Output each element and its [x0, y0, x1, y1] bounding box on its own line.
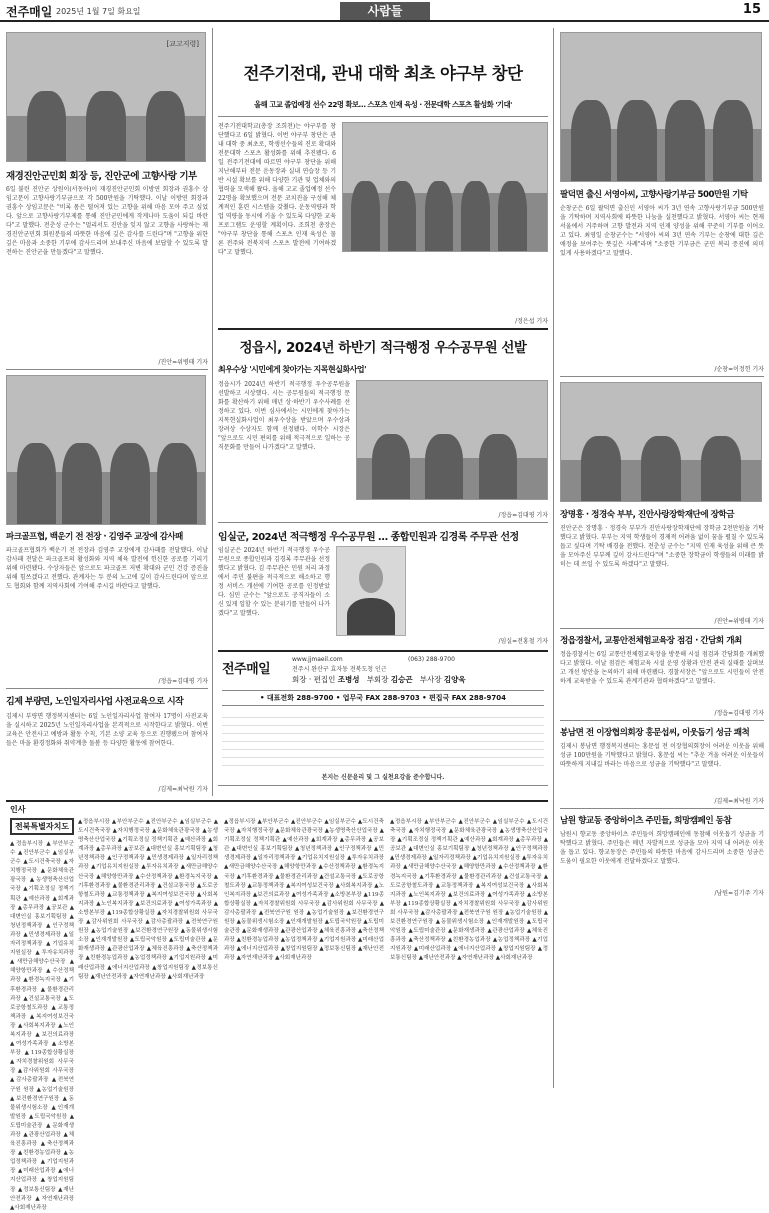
greeting-col-0: ▲정읍부시장 ▲부안부군수 ▲진안부군수 ▲임실부군수 ▲도시건축국장 ▲자치행정국장 ▲문화체육관광국장 ▲농생명축산산업국장 ▲기획조정실 정책기획관 ▲예산과장 ▲회계과장 ▲총무과장 ▲공보관 ▲대변인실 홍보기획팀장 ▲청년정책과장 ▲인구정책과장 ▲민생경제과장 ▲일자리정책과장 ▲기업유치지원실장 ▲투자유치과장 ▲새만금해양수산국장 ▲해양항만과장 ▲수산정책과장 ▲환경녹지국장 ▲기후환경과장 ▲물환경관리과장 ▲건설교통국장 ▲도로공항철도과장 ▲교통정책과장 ▲복지여성보건국장 ▲사회복지과장 ▲노인복지과장 ▲보건의료과장 ▲여성가족과장 ▲소방본부장 ▲119종합상황실장 ▲자치경찰위원회 사무국장 ▲감사위원회 사무국장 ▲감사총괄과장 ▲전북연구원 원장 ▲농업기술원장 ▲보건환경연구원장 ▲동물위생시험소장 ▲인재개발원장 ▲도립국악원장 ▲도립미술관장 ▲문화재생과장 ▲관광산업과장 ▲체육진흥과장 ▲축산정책과장 ▲친환경농업과장 ▲농업정책과장 ▲기업지원과장 ▲미래산업과장 ▲에너지산업과장 ▲창업지원팀장 ▲정보통신팀장 ▲재난안전과장 ▲자연재난과장 ▲사회재난과장	[10, 841, 74, 1211]
staff-notice: 본지는 신문윤리 및 그 실천요강을 준수합니다.	[321, 774, 445, 781]
staff-roles: 회장 · 편집인 조병성 부회장 김승곤 부사장 김양욱	[292, 675, 466, 684]
right3-byline: /정읍=김대평 기자	[714, 710, 764, 717]
left2-byline: /정읍=김대평 기자	[158, 678, 208, 685]
staff-directory	[222, 710, 544, 766]
right2-byline: /진안=위병태 기자	[714, 618, 764, 625]
center1-headline: 전주기전대, 관내 대학 최초 야구부 창단	[243, 64, 523, 83]
center2-kicker: 최우수상 '시민에게 찾아가는 지목현실화사업'	[218, 365, 367, 374]
right2-photo	[560, 382, 762, 502]
staff-site: www.jjmaeil.com	[292, 656, 343, 663]
center1-photo	[342, 122, 548, 252]
page-number: 15	[742, 2, 761, 17]
right1-headline: 팔덕면 출신 서영아씨, 고향사랑기부금 500만원 기탁	[560, 190, 748, 200]
issue-date: 2025년 1월 7일 화요일	[56, 7, 141, 16]
center2-byline: /정읍=김대평 기자	[498, 512, 548, 519]
right5-byline: /남원=김기주 기자	[714, 890, 764, 897]
left1-headline: 재경진안군민회 회장 등, 진안군에 고향사랑 기부	[6, 171, 197, 182]
left3-body: 김제시 부량면 행정복지센터는 6일 노인일자리사업 참여자 17명이 사전교육을 실시하고 2025년 노인일자리사업을 본격적으로 시작한다고 밝혔다. 이번 교육은 안전사고 예방과 활동 수칙, 기본 소양 교육 등으로 진행됐으며 참여자들은 마을 환경정화와 취약계층 돌봄 등 다양한 활동에 참여한다.	[6, 713, 208, 747]
greeting-tag: 전북특별자치도	[10, 818, 74, 835]
paper-name: 전주매일	[6, 5, 53, 19]
right3-body: 정읍경찰서는 6일 교통안전체험교육장을 방문해 시설 점검과 간담회를 개최했다고 밝혔다. 이날 점검은 체험교육 시설 운영 상황과 안전 관리 실태를 살펴보고 개선 방안을 논의하기 위해 마련됐다. 경찰서장은 "앞으로도 시민들이 안전하게 교육받을 수 있도록 관계기관과 협력하겠다"고 말했다.	[560, 651, 764, 685]
masthead	[0, 0, 769, 22]
center3-body: 임실군은 2024년 하반기 적극행정 우수공무원으로 종합민원과 김경록 주무관을 선정했다고 밝혔다. 김 주무관은 민원 처리 과정에서 주민 불편을 적극적으로 해소하고 행정 서비스 개선에 기여한 공로를 인정받았다. 심민 군수는 "앞으로도 공직자들이 소신 있게 일할 수 있는 분위기를 만들어 나가겠다"고 말했다.	[218, 547, 330, 617]
left2-headline: 파크골프협, 백운기 전 전장 · 김영주 교장에 감사패	[6, 532, 183, 542]
greeting-body: ▲정읍부시장 ▲부안부군수 ▲진안부군수 ▲임실부군수 ▲도시건축국장 ▲자치행정국장 ▲문화체육관광국장 ▲농생명축산산업국장 ▲기획조정실 정책기획관 ▲예산과장 ▲회계과장 ▲총무과장 ▲공보관 ▲대변인실 홍보기획팀장 ▲청년정책과장 ▲인구정책과장 ▲민생경제과장 ▲일자리정책과장 ▲기업유치지원실장 ▲투자유치과장 ▲새만금해양수산국장 ▲해양항만과장 ▲수산정책과장 ▲환경녹지국장 ▲기후환경과장 ▲물환경관리과장 ▲건설교통국장 ▲도로공항철도과장 ▲교통정책과장 ▲복지여성보건국장 ▲사회복지과장 ▲노인복지과장 ▲보건의료과장 ▲여성가족과장 ▲소방본부장 ▲119종합상황실장 ▲자치경찰위원회 사무국장 ▲감사위원회 사무국장 ▲감사총괄과장 ▲전북연구원 원장 ▲농업기술원장 ▲보건환경연구원장 ▲동물위생시험소장 ▲인재개발원장 ▲도립국악원장 ▲도립미술관장 ▲문화재생과장 ▲관광산업과장 ▲체육진흥과장 ▲축산정책과장 ▲친환경농업과장 ▲농업정책과장 ▲기업지원과장 ▲미래산업과장 ▲에너지산업과장 ▲창업지원팀장 ▲정보통신팀장 ▲재난안전과장 ▲자연재난과장 ▲사회재난과장	[78, 819, 218, 980]
right4-headline: 봉남면 전 이장협의회장 홍문섭씨, 이웃돕기 성금 쾌척	[560, 728, 750, 738]
greeting-label: 인사	[10, 805, 26, 814]
left1-photo-caption: [교고지령]	[166, 40, 199, 48]
left2-body: 파크골프협회가 백운기 전 전장과 김영주 교장에게 감사패를 전달했다. 이날 감사패 전달은 파크골프의 활성화와 지역 체육 발전에 헌신한 공로를 기리기 위해 마련됐다. 수상자들은 앞으로도 파크골프 저변 확대와 군민 건강 증진을 위해 힘쓰겠다고 전했다. 관계자는 두 분의 노고에 깊이 감사드린다며 앞으로도 협회와 함께 지역사회에 기여해 주시길 바란다고 말했다.	[6, 547, 208, 590]
greeting-col-2: ▲정읍부시장 ▲부안부군수 ▲진안부군수 ▲임실부군수 ▲도시건축국장 ▲자치행정국장 ▲문화체육관광국장 ▲농생명축산산업국장 ▲기획조정실 정책기획관 ▲예산과장 ▲회계과장 ▲총무과장 ▲공보관 ▲대변인실 홍보기획팀장 ▲청년정책과장 ▲인구정책과장 ▲민생경제과장 ▲일자리정책과장 ▲기업유치지원실장 ▲투자유치과장 ▲새만금해양수산국장 ▲해양항만과장 ▲수산정책과장 ▲환경녹지국장 ▲기후환경과장 ▲물환경관리과장 ▲건설교통국장 ▲도로공항철도과장 ▲교통정책과장 ▲복지여성보건국장 ▲사회복지과장 ▲노인복지과장 ▲보건의료과장 ▲여성가족과장 ▲소방본부장 ▲119종합상황실장 ▲자치경찰위원회 사무국장 ▲감사위원회 사무국장 ▲감사총괄과장 ▲전북연구원 원장 ▲농업기술원장 ▲보건환경연구원장 ▲동물위생시험소장 ▲인재개발원장 ▲도립국악원장 ▲도립미술관장 ▲문화재생과장 ▲관광산업과장 ▲체육진흥과장 ▲축산정책과장 ▲친환경농업과장 ▲농업정책과장 ▲기업지원과장 ▲미래산업과장 ▲에너지산업과장 ▲창업지원팀장 ▲정보통신팀장 ▲재난안전과장 ▲자연재난과장 ▲사회재난과장	[224, 819, 384, 962]
staff-phone: (063) 288-9700	[408, 656, 455, 663]
right5-headline: 남원 향교동 중앙하이츠 주민들, 희망캠페인 동참	[560, 816, 732, 826]
staff-fax: • 대표전화 288-9700 • 업무국 FAX 288-9703 • 편집국 FAX 288-9704	[222, 690, 544, 706]
center2-photo	[356, 380, 548, 500]
left2-photo	[6, 375, 206, 525]
right1-byline: /순창=이정헌 기자	[714, 366, 764, 373]
center3-headline: 임실군, 2024년 적극행정 우수공무원 … 종합민원과 김경록 주무관 선정	[218, 532, 519, 543]
left1-byline: /진안=위병태 기자	[158, 359, 208, 366]
staff-logo: 전주매일	[222, 662, 271, 677]
left1-body: 6일 불린 진안군 상원이(서동아)이 재경진안군민회 이방연 회장과 권흥수 상임고문이 고향사랑기부금으로 각 500만원을 기탁했다. 이날 이방연 회장과 권흥수 상임고문은 "비록 몸은 떨어져 있는 고향을 위해 마음 모아 주고 싶었다. 앞으로 고향사랑기부제를 통해 진안군민에게 작게나마 도움이 되길 바란다"고 말했다. 전춘성 군수는 "멀리서도 진안을 잊지 않고 고향을 사랑하는 재경진안군민회 회원분들의 따뜻한 마음에 깊은 감사를 드린다"며 "고향을 위한 깊은 마음과 소중한 기부에 감사드리며 보내주신 마음에 보답할 수 있도록 발전하는 진안군을 만들겠다"고 말했다.	[6, 186, 208, 256]
staff-box	[218, 650, 548, 786]
right3-headline: 정읍경찰서, 교통안전체험교육장 점검 · 간담회 개최	[560, 636, 742, 646]
staff-address: 전주시 완산구 효자동 전북도청 인근	[292, 666, 387, 673]
greeting-col-3: ▲정읍부시장 ▲부안부군수 ▲진안부군수 ▲임실부군수 ▲도시건축국장 ▲자치행정국장 ▲문화체육관광국장 ▲농생명축산산업국장 ▲기획조정실 정책기획관 ▲예산과장 ▲회계과장 ▲총무과장 ▲공보관 ▲대변인실 홍보기획팀장 ▲청년정책과장 ▲인구정책과장 ▲민생경제과장 ▲일자리정책과장 ▲기업유치지원실장 ▲투자유치과장 ▲새만금해양수산국장 ▲해양항만과장 ▲수산정책과장 ▲환경녹지국장 ▲기후환경과장 ▲물환경관리과장 ▲건설교통국장 ▲도로공항철도과장 ▲교통정책과장 ▲복지여성보건국장 ▲사회복지과장 ▲노인복지과장 ▲보건의료과장 ▲여성가족과장 ▲소방본부장 ▲119종합상황실장 ▲자치경찰위원회 사무국장 ▲감사위원회 사무국장 ▲감사총괄과장 ▲전북연구원 원장 ▲농업기술원장 ▲보건환경연구원장 ▲동물위생시험소장 ▲인재개발원장 ▲도립국악원장 ▲도립미술관장 ▲문화재생과장 ▲관광산업과장 ▲체육진흥과장 ▲축산정책과장 ▲친환경농업과장 ▲농업정책과장 ▲기업지원과장 ▲미래산업과장 ▲에너지산업과장 ▲창업지원팀장 ▲정보통신팀장 ▲재난안전과장 ▲자연재난과장 ▲사회재난과장	[390, 819, 548, 962]
center3-body-2	[412, 546, 548, 616]
right4-byline: /김제=최낙원 기자	[714, 798, 764, 805]
right1-photo	[560, 32, 762, 182]
left3-byline: /김제=최낙원 기자	[158, 786, 208, 793]
center1-subhead: 올해 고교 졸업예정 선수 22명 확보… 스포츠 인재 육성 · 전문대학 스포츠 활성화 '기대'	[254, 100, 512, 109]
center3-byline: /임실=전홍철 기자	[498, 638, 548, 645]
section-title: 사람들	[340, 2, 430, 20]
center1-body: 전주기전대학교(총장 조희천)는 야구부를 창단했다고 6일 밝혔다. 이번 야구부 창단은 관내 대학 중 최초로, 학생선수들의 진로 확대와 전문대학 스포츠 활성화를 위해 추진됐다. 6일 전주기전대에 따르면 야구부 창단을 위해 지난해부터 전문 운동장과 실내 연습장 등 기반 시설 확보를 위해 다양한 기관 및 업체와의 협력을 모색해 왔다. 올해 고교 졸업예정 선수 22명을 확보했으며 전문 코치진을 구성해 체계적인 훈련 시스템을 갖췄다. 운동역량과 학업 역량을 동시에 키울 수 있도록 다양한 교육 프로그램도 운영할 계획이다. 조희천 총장은 "야구부 창단을 통해 스포츠 인재 육성은 물론 전주와 전북지역 스포츠 발전에 기여하겠다"고 말했다.	[218, 123, 336, 256]
right2-body: 진안군은 장명흥 · 정경숙 부부가 진안사랑장학재단에 장학금 2천만원을 기탁했다고 밝혔다. 부부는 지역 학생들이 경제적 어려움 없이 꿈을 펼칠 수 있도록 돕고 싶다며 기탁 배경을 전했다. 전춘성 군수는 "지역 인재 육성을 위해 큰 뜻을 모아주신 부부께 깊이 감사드린다"며 "소중한 장학금이 학생들의 미래를 밝히는 데 쓰일 수 있도록 하겠다"고 말했다.	[560, 525, 764, 568]
right5-body: 남원시 향교동 중앙하이츠 주민들이 희망캠페인에 동참해 이웃돕기 성금을 기탁했다고 밝혔다. 주민들은 매년 자발적으로 성금을 모아 지역 내 어려운 이웃을 돕고 있다. 향교동장은 주민들의 따뜻한 마음에 감사드리며 소중한 성금은 도움이 필요한 이웃에게 전달하겠다고 말했다.	[560, 831, 764, 865]
center2-headline: 정읍시, 2024년 하반기 적극행정 우수공무원 선발	[239, 340, 527, 356]
right1-body: 순창군은 6일 팔덕면 출신인 서영아 씨가 3년 연속 고향사랑기부금 500만원을 기탁하며 지역사회에 따뜻한 나눔을 실천했다고 밝혔다. 서영아 씨는 현재 서울에서 거주하며 고향 발전과 지역 인재 양성을 위해 꾸준히 기부를 이어오고 있다. 최영일 순창군수는 "서영아 씨의 3년 연속 기부는 순창에 대한 깊은 애정을 보여주는 뜻깊은 사례"라며 "소중한 기부금은 군민 복리 증진에 의미 있게 사용하겠다"고 말했다.	[560, 205, 764, 257]
center1-byline: /정은섭 기자	[515, 318, 548, 325]
left1-photo	[6, 32, 206, 162]
center3-portrait	[336, 546, 406, 636]
center2-body: 정읍시가 2024년 하반기 적극행정 우수공무원을 선발하고 시상했다. 시는 공무원들의 적극행정 문화를 확산하기 위해 매년 상·하반기 우수사례를 선정하고 있다. 이번 심사에서는 시민에게 찾아가는 지목현실화사업이 최우수상을 받았으며 우수상과 장려상 수상자도 함께 선정됐다. 이학수 시장은 "앞으로도 시민 편의를 위해 적극적으로 일하는 공직문화를 만들어 나가겠다"고 말했다.	[218, 381, 350, 451]
right2-headline: 장명흥 · 정경숙 부부, 진안사랑장학재단에 장학금	[560, 510, 735, 520]
right4-body: 김제시 봉남면 행정복지센터는 홍문섭 전 이장협의회장이 어려운 이웃을 위해 성금 100만원을 기탁했다고 밝혔다. 홍문섭 씨는 "추운 겨울 어려운 이웃들이 따뜻하게 지내길 바라는 마음으로 성금을 기탁했다"고 말했다.	[560, 743, 764, 768]
left3-headline: 김제 부량면, 노인일자리사업 사전교육으로 시작	[6, 697, 184, 707]
